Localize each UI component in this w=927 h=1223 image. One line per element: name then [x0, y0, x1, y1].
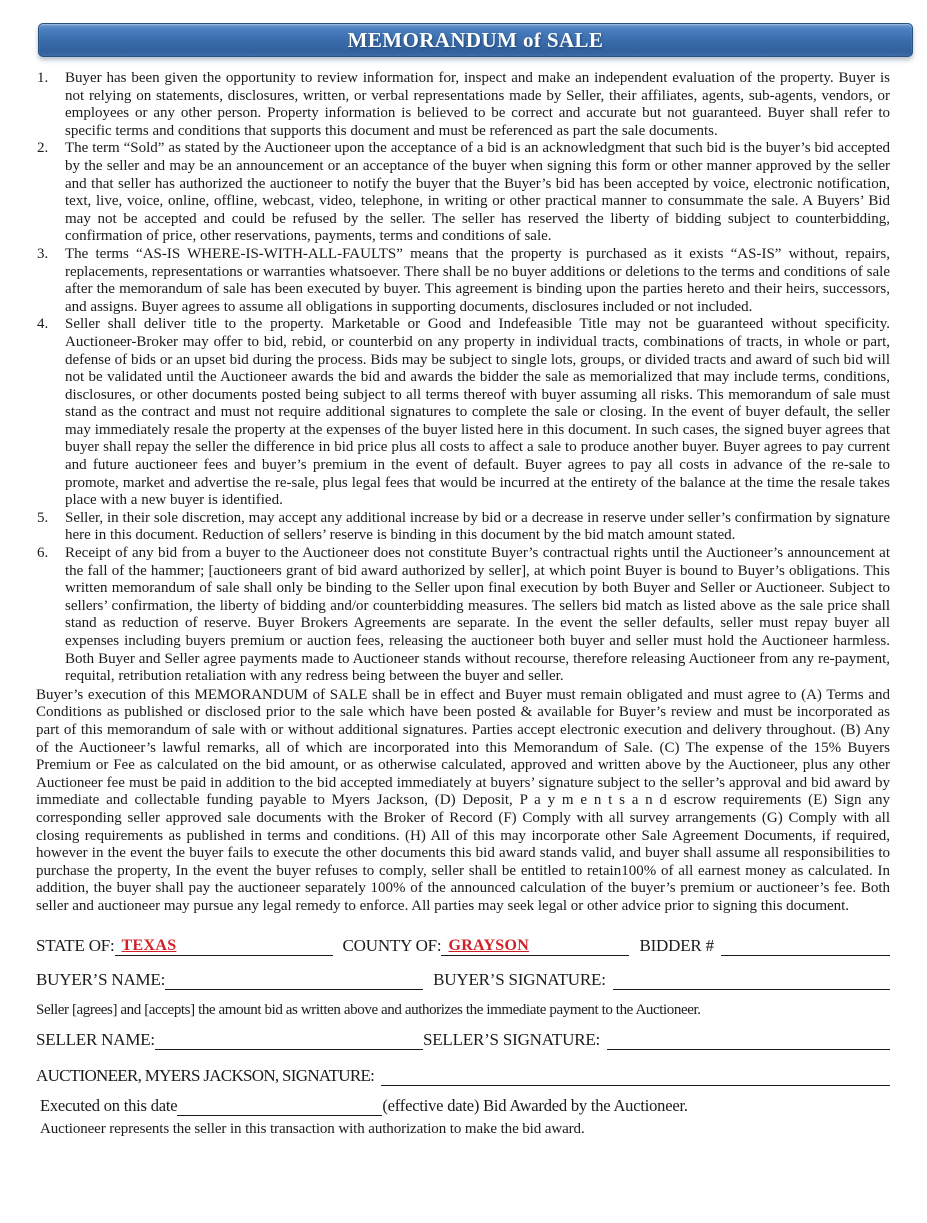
closing-paragraph: Buyer’s execution of this MEMORANDUM of SALE shall be in effect and Buyer must remain obligated and must agree to (A) Terms and Conditions as published or disclosed prior to the sale which have been posted & available for Buyer’s review and must be incorporated as part of this memorandum of sale with or without additional signatures. Parties accept electronic execution and delivery throughout. (B) Any of the Auctioneer’s lawful remarks, all of which are incorporated into this Memorandum of Sale. (C) The expense of the 15% Buyers Premium or Fee as calculated on the bid amount, or as otherwise calculated, approved and written above by the Auctioneer, plus any other Auctioneer fee must be paid in addition to the bid accepted immediately at buyers’ signature subject to the seller’s approval and bid award by immediate and collectable funding payable to Myers Jackson, (D) Deposit, P a y m e n t s a n d escrow requirements (E) Sign any corresponding seller approved sale documents with the Broker of Record (F) Comply with all survey arrangements (G) Comply with all closing requirements as published in terms and conditions. (H) All of this may incorporate other Sale Agreement Documents, if required, however in the event the buyer fails to execute the other documents this bid award stands valid, and buyer shall assume all responsibilities to purchase the property, In the event the buyer refuses to comply, seller shall be entitled to retain100% of all earnest money as calculated. In addition, the buyer shall pay the auctioneer separately 100% of the announced calculation of the buyer’s premium or auctioneer’s fee. Both seller and auctioneer may pursue any legal remedy to enforce. All parties may seek legal or other advice prior to signing this document. [36, 686, 890, 914]
paragraph-number: 2. [37, 140, 49, 157]
seller-name-line[interactable] [155, 1031, 423, 1050]
paragraph-number: 5. [37, 509, 49, 526]
paragraph-text: Seller, in their sole discretion, may accept any additional increase by bid or a decrease in reserve under seller’s confirmation by signature here in this document. Reduction of sellers’ reserve is binding in this document by the bid match amount stated. [65, 509, 890, 544]
bidder-label: BIDDER # [639, 935, 714, 955]
auctioneer-signature-line[interactable] [381, 1067, 890, 1086]
executed-date-label: Executed on this date [40, 1095, 178, 1115]
state-fill-line[interactable] [115, 937, 333, 956]
paragraph-text: The terms “AS-IS WHERE-IS-WITH-ALL-FAULTS” means that the property is purchased as it exists “AS-IS” without, repairs, replacements, representations or warranties whatsoever. There shall be no buyer additions or deletions to the terms and conditions of sale after the memorandum of sale has been executed by buyer. This agreement is binding upon the parties hereto and their heirs, successors, and assigns. Buyer agrees to assume all obligations in supporting documents, disclosures included or not included. [65, 245, 890, 315]
paragraph-text: The term “Sold” as stated by the Auctioneer upon the acceptance of a bid is an acknowledgment that such bid is the buyer’s bid accepted by the seller and may be an announcement or an acceptance of the buyer when signing this form or other manner approved by the seller and that seller has authorized the auctioneer to notify the buyer that the Buyer’s bid has been accepted by voice, electronic notification, text, live, voice, online, offline, webcast, video, telephone, in writing or other practical manner to consummate the sale. A Buyers’ Bid may not be accepted and could be refused by the seller. The seller has reserved the liberty of bidding subject to counterbidding, confirmation of price, other reservations, payments, terms and conditions of sale. [65, 140, 890, 245]
paragraph-5 [36, 510, 890, 545]
paragraph-number: 1. [37, 70, 49, 86]
paragraph-text: Receipt of any bid from a buyer to the Auctioneer does not constitute Buyer’s contractual rights until the Auctioneer’s announcement at the fall of the hammer; [auctioneers grant of bid award authorized by seller], at which point Buyer is bound to Buyer’s obligations. This written memorandum of sale shall only be binding to the Seller upon final execution by both Buyer and Seller or Auctioneer. Subject to sellers’ confirmation, the liberty of bidding and/or counterbidding measures. The sellers bid match as listed above as the sale price shall stand as reduction of reserve. Buyer Brokers Agreements are separate. In the event the seller defaults, seller must repay buyer all expenses including buyers premium or auction fees, releasing the auctioneer both buyer and seller must hold the Auctioneer harmless. Both Buyer and Seller agree payments made to Auctioneer stands without recourse, therefore releasing Auctioneer from any re-payment, requital, retribution retaliation with any redress being between the buyer and seller. [65, 545, 890, 685]
paragraph-number: 6. [37, 545, 49, 562]
state-value: TEXAS [121, 936, 177, 954]
buyer-name-line[interactable] [165, 971, 423, 990]
paragraph-4 [36, 316, 890, 510]
seller-row [36, 1030, 890, 1050]
paragraph-3 [36, 246, 890, 316]
buyer-row [36, 970, 890, 990]
auctioneer-signature-label: AUCTIONEER, MYERS JACKSON, SIGNATURE: [36, 1065, 375, 1085]
paragraph-6 [36, 545, 890, 686]
effective-date-text: (effective date) Bid Awarded by the Auctioneer. [382, 1095, 688, 1115]
paragraph-2 [36, 140, 890, 246]
document-body [36, 70, 890, 916]
executed-date-row [36, 1096, 890, 1116]
seller-signature-line[interactable] [607, 1031, 890, 1050]
title-banner [38, 23, 913, 57]
buyer-name-label: BUYER’S NAME: [36, 969, 166, 989]
page-title: MEMORANDUM of SALE [347, 27, 604, 52]
executed-date-line[interactable] [177, 1097, 382, 1116]
bidder-fill-line[interactable] [721, 937, 890, 956]
county-value: GRAYSON [448, 936, 530, 954]
state-county-bidder-row [36, 936, 890, 956]
paragraph-text: Seller shall deliver title to the property. Marketable or Good and Indefeasible Title may not be guaranteed without specificity. Auctioneer-Broker may offer to bid, rebid, or counterbid on any property in individual tracts, combinations of tracts, in whole or part, defense of bids or an upset bid during the process. Bids may be subject to single lots, groups, or divided tracts and award of such bid will not be validated until the Auctioneer awards the bid and awards the bidder the sale as memorialized that may include terms, conditions, disclosures, or other documents posted being subject to all terms thereof with buyer assuming all risks. This memorandum of sale must stand as the contract and must not require additional signatures to complete the sale or closing. In the event of buyer default, the seller may immediately resale the property at the expenses of the buyer listed here in this document. In such cases, the signed buyer agrees that buyer shall repay the seller the difference in bid price plus all costs to affect a sale to produce another buyer. Buyer agrees to pay current and future auctioneer fees and buyer’s premium in the event of default. Buyer agrees to pay all costs in advance of the re-sale to promote, market and advertise the re-sale, plus legal fees that would be incurred at the entirety of the balance at the time the resale takes place with a new buyer is identified. [65, 316, 890, 509]
auctioneer-note: Auctioneer represents the seller in this transaction with authorization to make the bid award. [40, 1120, 585, 1137]
county-of-label: COUNTY OF: [342, 935, 442, 955]
seller-name-label: SELLER NAME: [36, 1029, 155, 1049]
seller-signature-label: SELLER’S SIGNATURE: [422, 1029, 601, 1049]
auctioneer-signature-row [36, 1066, 890, 1086]
signature-form [36, 936, 890, 1138]
paragraph-1 [36, 70, 890, 140]
paragraph-number: 4. [37, 316, 49, 333]
state-of-label: STATE OF: [36, 935, 115, 955]
seller-agreement-note: Seller [agrees] and [accepts] the amount bid as written above and authorizes the immediate payment to the Auctioneer. [36, 1001, 701, 1018]
county-fill-line[interactable] [441, 937, 629, 956]
paragraph-number: 3. [37, 245, 49, 262]
buyer-signature-label: BUYER’S SIGNATURE: [433, 969, 606, 989]
buyer-signature-line[interactable] [613, 971, 890, 990]
paragraph-text: Buyer has been given the opportunity to review information for, inspect and make an independent evaluation of the property. Buyer is not relying on statements, disclosures, written, or verbal representations made by Seller, their affiliates, agents, sub-agents, vendors, or employees or any other person. Property information is believed to be correct and accurate but not guaranteed. Buyer shall refer to specific terms and conditions that supports this document and must be referenced as part the sale documents. [65, 70, 890, 139]
